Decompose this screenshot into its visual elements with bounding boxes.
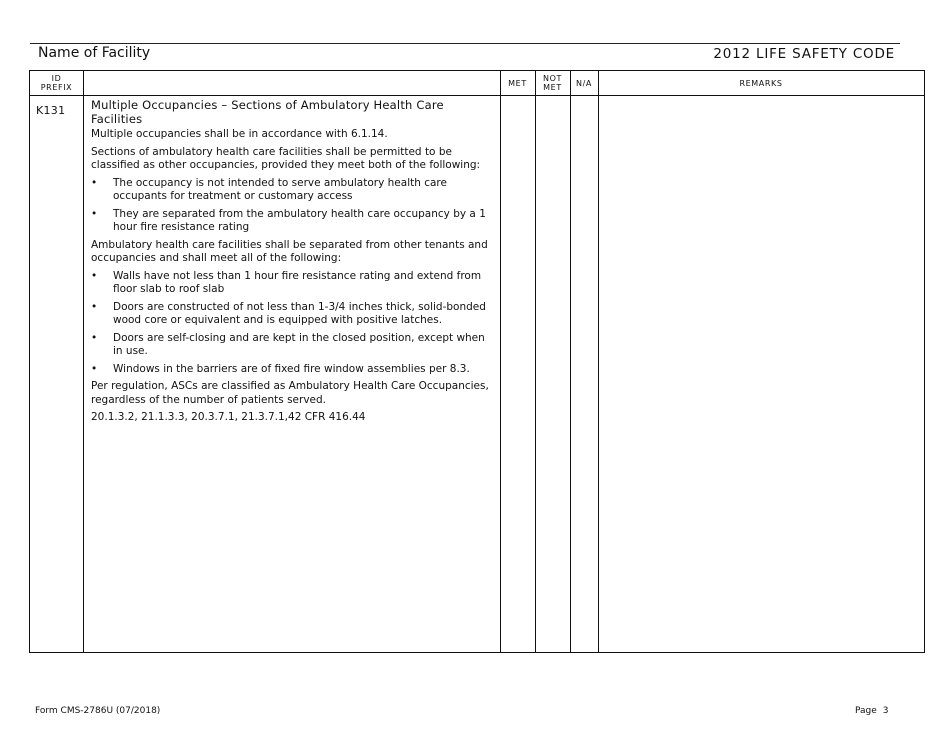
list-item: • The occupancy is not intended to serve ambulatory health care occupants for treatment or customary access bbox=[91, 176, 447, 202]
col-divider-content bbox=[500, 71, 501, 652]
deficiency-table bbox=[29, 70, 925, 653]
requirement-content bbox=[91, 99, 495, 429]
col-header-met-2: MET bbox=[543, 83, 562, 92]
code-title: 2012 LIFE SAFETY CODE bbox=[713, 46, 895, 62]
bullet-icon: • bbox=[91, 300, 98, 313]
col-header-not: NOT bbox=[543, 74, 562, 83]
col-divider-not-met bbox=[570, 71, 571, 652]
col-header-id-prefix bbox=[30, 71, 83, 95]
list-item: • Doors are constructed of not less than 1-3/4 inches thick, solid-bonded wood core or equivalent and is equipped with positive latches. bbox=[91, 300, 486, 326]
col-divider-na bbox=[598, 71, 599, 652]
requirement-references: 20.1.3.2, 21.1.3.3, 20.3.7.1, 21.3.7.1,42 CFR 416.44 bbox=[91, 411, 366, 423]
requirement-title: Multiple Occupancies – Sections of Ambulatory Health Care Facilities bbox=[91, 98, 444, 126]
requirement-para-2: Sections of ambulatory health care facilities shall be permitted to be classified as other occupancies, provided they meet both of the following: bbox=[91, 145, 481, 171]
form-id: Form CMS-2786U (07/2018) bbox=[35, 706, 161, 716]
col-header-id: ID bbox=[51, 74, 62, 83]
header-rule bbox=[30, 43, 900, 44]
list-item: • Windows in the barriers are of fixed fire window assemblies per 8.3. bbox=[91, 362, 470, 375]
bullet-icon: • bbox=[91, 331, 98, 344]
page-number: 3 bbox=[882, 706, 889, 716]
col-divider-met bbox=[535, 71, 536, 652]
requirement-para-3: Ambulatory health care facilities shall be separated from other tenants and occupancies and shall meet all of the following: bbox=[91, 238, 488, 264]
bullet-icon: • bbox=[91, 176, 98, 189]
list-item: • Doors are self-closing and are kept in the closed position, except when in use. bbox=[91, 331, 485, 357]
bullet-list-2 bbox=[91, 270, 495, 377]
page-indicator bbox=[855, 706, 889, 716]
col-divider-id bbox=[83, 71, 84, 652]
header-row-divider bbox=[30, 95, 924, 96]
col-header-prefix: PREFIX bbox=[40, 83, 73, 92]
page-label: Page bbox=[855, 706, 877, 716]
bullet-icon: • bbox=[91, 362, 98, 375]
requirement-para-1: Multiple occupancies shall be in accordance with 6.1.14. bbox=[91, 128, 388, 140]
row-prefix: K131 bbox=[36, 104, 66, 117]
col-header-remarks: REMARKS bbox=[739, 78, 783, 88]
list-item: • Walls have not less than 1 hour fire resistance rating and extend from floor slab to roof slab bbox=[91, 269, 482, 295]
bullet-icon: • bbox=[91, 207, 98, 220]
col-header-na: N/A bbox=[576, 78, 592, 88]
requirement-para-4: Per regulation, ASCs are classified as Ambulatory Health Care Occupancies, regardless of the number of patients served. bbox=[91, 380, 489, 406]
facility-name-label: Name of Facility bbox=[38, 45, 151, 61]
bullet-list-1 bbox=[91, 177, 495, 235]
col-header-met: MET bbox=[508, 78, 527, 88]
col-header-not-met bbox=[535, 71, 570, 95]
list-item: • They are separated from the ambulatory health care occupancy by a 1 hour fire resistance rating bbox=[91, 207, 486, 233]
bullet-icon: • bbox=[91, 269, 98, 282]
